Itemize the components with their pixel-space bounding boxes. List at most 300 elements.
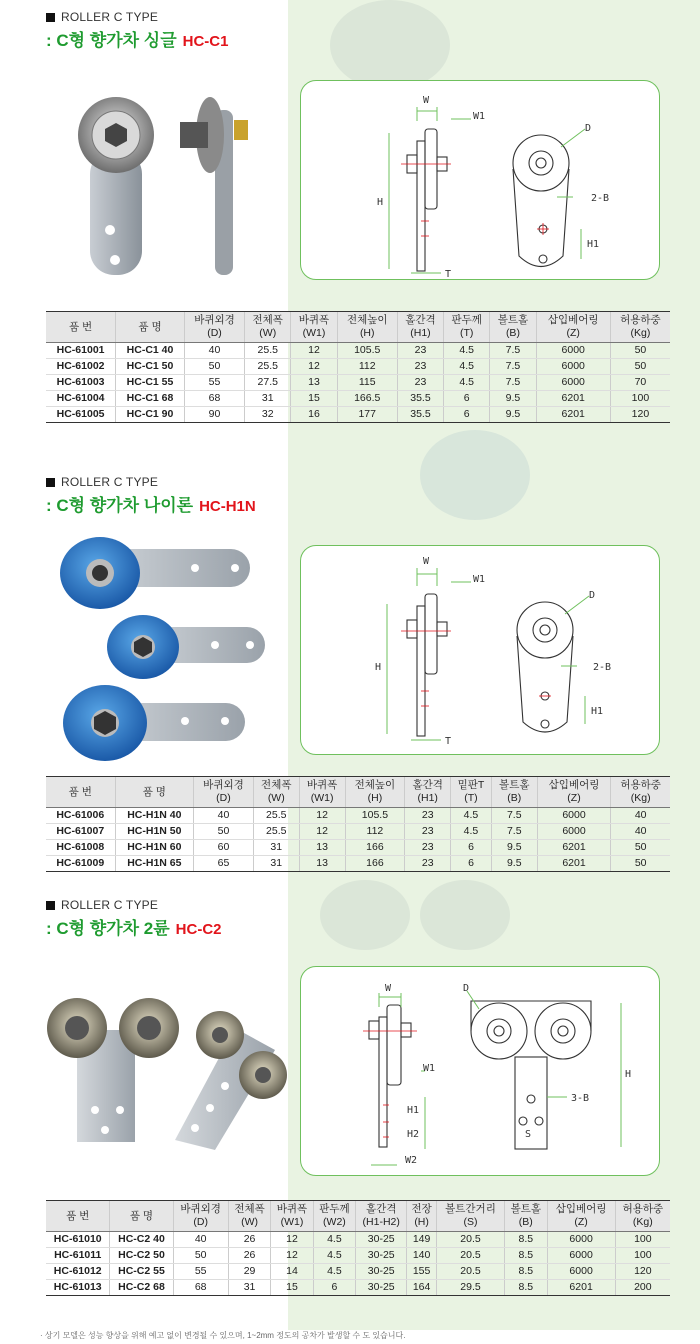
- table-cell: 50: [173, 1248, 228, 1264]
- table-cell: 23: [405, 808, 451, 824]
- column-header: [46, 777, 115, 808]
- column-header: [116, 312, 185, 343]
- table-cell: 15: [271, 1280, 313, 1296]
- bullet-square-icon: [46, 13, 55, 22]
- column-header-label: 전체폭: [261, 779, 292, 791]
- table-cell: 100: [615, 1248, 670, 1264]
- table-cell: 23: [397, 343, 443, 359]
- table-cell: 6201: [537, 856, 611, 872]
- table-cell: 31: [228, 1280, 270, 1296]
- table-cell: 12: [291, 359, 337, 375]
- column-header-unit: (S): [463, 1216, 478, 1228]
- column-header: [397, 312, 443, 343]
- table-cell: 4.5: [313, 1264, 355, 1280]
- table-cell: 7.5: [490, 375, 536, 391]
- column-header-label: 바퀴폭: [306, 779, 338, 791]
- column-header-unit: (H): [359, 327, 375, 339]
- bullet-square-icon: [46, 478, 55, 487]
- column-header-label: 바퀴외경: [194, 314, 235, 326]
- table-cell: 166: [345, 856, 405, 872]
- column-header-unit: (W): [241, 1216, 258, 1228]
- table-cell: HC-61003: [46, 375, 116, 391]
- table-cell: 4.5: [444, 359, 490, 375]
- dim-w-label: W: [423, 95, 430, 106]
- column-header: [444, 312, 490, 343]
- table-cell: 166: [345, 840, 405, 856]
- table-cell: 12: [299, 808, 345, 824]
- dim-h1-label: H1: [587, 239, 600, 250]
- table-cell: HC-H1N 50: [115, 824, 194, 840]
- table-cell: 30-25: [356, 1232, 407, 1248]
- table-row: [46, 840, 670, 856]
- table-cell: 20.5: [436, 1248, 504, 1264]
- table-cell: HC-61009: [46, 856, 115, 872]
- table-cell: 6000: [547, 1248, 615, 1264]
- table-cell: HC-61013: [46, 1280, 110, 1296]
- column-header-unit: (Kg): [632, 1216, 653, 1228]
- column-header-label: 바퀴폭: [298, 314, 330, 326]
- table-cell: 8.5: [505, 1248, 547, 1264]
- table-cell: HC-61007: [46, 824, 115, 840]
- column-header-label: 볼트간거리: [445, 1203, 496, 1215]
- type-label: ROLLER C TYPE: [61, 10, 159, 24]
- ghost-roller-4: [420, 880, 510, 950]
- column-header-unit: (B): [518, 1216, 533, 1228]
- table-cell: HC-61004: [46, 391, 116, 407]
- table-cell: 9.5: [491, 840, 537, 856]
- column-header-unit: (W1): [302, 327, 326, 339]
- column-header-unit: (Z): [574, 1216, 588, 1228]
- table-cell: HC-C2 50: [110, 1248, 173, 1264]
- table-cell: 7.5: [490, 359, 536, 375]
- table-cell: 8.5: [505, 1264, 547, 1280]
- column-header-unit: (H1-H2): [362, 1216, 400, 1228]
- table-cell: 105.5: [337, 343, 397, 359]
- column-header-label: 전체폭: [234, 1203, 265, 1215]
- column-header-label: 홀간격: [366, 1203, 397, 1215]
- column-header: [313, 1201, 355, 1232]
- table-cell: HC-C1 50: [116, 359, 185, 375]
- table-cell: 12: [271, 1232, 313, 1248]
- dim-t-label: T: [445, 269, 452, 280]
- table-row: [46, 856, 670, 872]
- table-cell: 31: [253, 856, 299, 872]
- table-cell: 9.5: [490, 391, 536, 407]
- table-cell: HC-61005: [46, 407, 116, 423]
- column-header: [615, 1201, 670, 1232]
- table-cell: 23: [405, 824, 451, 840]
- product-title: : C형 향가차 나이론: [46, 496, 194, 515]
- spec-table-hc-c1: [46, 311, 670, 423]
- table-cell: 105.5: [345, 808, 405, 824]
- column-header-label: 품 번: [68, 785, 92, 798]
- table-cell: 6000: [536, 343, 610, 359]
- column-header-unit: (W2): [323, 1216, 346, 1228]
- column-header-unit: (T): [460, 327, 474, 339]
- table-cell: 6201: [536, 407, 610, 423]
- table-cell: 100: [615, 1232, 670, 1248]
- technical-drawing-hc-c1: [300, 80, 660, 280]
- table-cell: HC-61002: [46, 359, 116, 375]
- table-cell: HC-C1 55: [116, 375, 185, 391]
- product-code: HC-H1N: [199, 498, 256, 515]
- column-header-label: 전체높이: [354, 779, 396, 791]
- column-header-unit: (Z): [566, 327, 580, 339]
- column-header: [611, 777, 670, 808]
- column-header-label: 품 번: [68, 320, 93, 333]
- type-label: ROLLER C TYPE: [61, 475, 159, 489]
- table-cell: 40: [173, 1232, 228, 1248]
- table-cell: 12: [271, 1248, 313, 1264]
- column-header: [490, 312, 536, 343]
- table-cell: 120: [610, 407, 670, 423]
- table-cell: 50: [610, 343, 670, 359]
- table-cell: 55: [173, 1264, 228, 1280]
- table-row: [46, 824, 670, 840]
- section-header: [46, 898, 222, 939]
- table-cell: 30-25: [356, 1248, 407, 1264]
- dim-h-label: H: [375, 662, 382, 673]
- dim-d-label: D: [589, 590, 596, 601]
- table-cell: HC-C1 90: [116, 407, 185, 423]
- table-cell: 50: [194, 824, 254, 840]
- section-header: [46, 475, 256, 516]
- table-cell: 6000: [536, 375, 610, 391]
- table-cell: 26: [228, 1248, 270, 1264]
- column-header-label: 바퀴폭: [276, 1203, 308, 1215]
- column-header-unit: (D): [193, 1216, 208, 1228]
- column-header: [228, 1201, 270, 1232]
- dim-b-label: 2-B: [591, 193, 610, 204]
- table-cell: 50: [611, 856, 670, 872]
- table-cell: HC-61012: [46, 1264, 110, 1280]
- column-header: [271, 1201, 313, 1232]
- table-cell: 4.5: [451, 824, 492, 840]
- table-cell: 13: [291, 375, 337, 391]
- dim-h1-label: H1: [407, 1105, 420, 1116]
- column-header: [46, 312, 116, 343]
- table-cell: 177: [337, 407, 397, 423]
- dim-h1-label: H1: [591, 706, 604, 717]
- table-cell: 14: [271, 1264, 313, 1280]
- table-cell: HC-61006: [46, 808, 115, 824]
- table-cell: HC-61010: [46, 1232, 110, 1248]
- column-header-label: 홀간격: [405, 314, 436, 326]
- column-header-unit: (Kg): [630, 792, 651, 804]
- column-header: [451, 777, 492, 808]
- table-cell: 9.5: [490, 407, 536, 423]
- product-photo-hc-h1n: [55, 535, 265, 770]
- table-cell: 40: [194, 808, 254, 824]
- column-header: [356, 1201, 407, 1232]
- column-header: [537, 777, 611, 808]
- table-cell: 6000: [547, 1232, 615, 1248]
- table-cell: 9.5: [491, 856, 537, 872]
- table-cell: HC-61001: [46, 343, 116, 359]
- table-cell: 50: [184, 359, 244, 375]
- table-cell: 4.5: [451, 808, 492, 824]
- table-cell: 6000: [537, 824, 611, 840]
- table-row: [46, 1248, 670, 1264]
- column-header-label: 볼트홀: [499, 779, 530, 791]
- column-header-label: 판두께: [451, 314, 482, 326]
- column-header: [491, 777, 537, 808]
- table-cell: 15: [291, 391, 337, 407]
- table-cell: 140: [407, 1248, 437, 1264]
- dim-w1-label: W1: [423, 1063, 436, 1074]
- table-cell: 13: [299, 856, 345, 872]
- column-header: [184, 312, 244, 343]
- table-cell: 115: [337, 375, 397, 391]
- table-cell: 4.5: [444, 375, 490, 391]
- dim-d-label: D: [463, 983, 470, 994]
- table-cell: 26: [228, 1232, 270, 1248]
- table-cell: HC-61008: [46, 840, 115, 856]
- type-label: ROLLER C TYPE: [61, 898, 159, 912]
- table-cell: 12: [299, 824, 345, 840]
- technical-drawing-hc-h1n: [300, 545, 660, 755]
- column-header-label: 품 명: [138, 320, 162, 333]
- table-cell: HC-C2 40: [110, 1232, 173, 1248]
- table-cell: 13: [299, 840, 345, 856]
- table-cell: HC-61011: [46, 1248, 110, 1264]
- column-header-label: 허용하중: [620, 314, 661, 326]
- table-cell: 50: [610, 359, 670, 375]
- table-row: [46, 359, 670, 375]
- table-cell: 20.5: [436, 1264, 504, 1280]
- table-cell: 25.5: [253, 824, 299, 840]
- table-cell: 29: [228, 1264, 270, 1280]
- table-cell: 55: [184, 375, 244, 391]
- product-photo-hc-c2: [45, 990, 295, 1155]
- column-header: [291, 312, 337, 343]
- product-code: HC-C1: [182, 33, 229, 50]
- table-cell: 90: [184, 407, 244, 423]
- footnote: · 상기 모델은 성능 향상을 위해 예고 없이 변경될 수 있으며, 1~2mm 정도의 공차가 발생할 수 도 있습니다.: [40, 1331, 406, 1340]
- table-cell: 23: [397, 359, 443, 375]
- table-cell: 12: [291, 343, 337, 359]
- table-cell: 70: [610, 375, 670, 391]
- table-row: [46, 1232, 670, 1248]
- table-cell: 166.5: [337, 391, 397, 407]
- column-header-unit: (B): [507, 792, 522, 804]
- table-cell: 25.5: [245, 359, 291, 375]
- column-header-label: 허용하중: [620, 779, 661, 791]
- table-cell: 68: [173, 1280, 228, 1296]
- column-header: [173, 1201, 228, 1232]
- table-cell: 7.5: [491, 824, 537, 840]
- table-cell: 6000: [547, 1264, 615, 1280]
- table-row: [46, 375, 670, 391]
- table-cell: 8.5: [505, 1280, 547, 1296]
- dim-b-label: 2-B: [593, 662, 612, 673]
- column-header-unit: (W): [259, 327, 277, 339]
- spec-table-hc-c2: [46, 1200, 670, 1296]
- column-header-label: 품 명: [129, 1209, 154, 1222]
- table-cell: HC-H1N 40: [115, 808, 194, 824]
- dim-h-label: H: [625, 1069, 632, 1080]
- column-header-label: 전장: [411, 1203, 432, 1215]
- table-cell: 40: [611, 808, 670, 824]
- dim-s-label: S: [525, 1129, 532, 1140]
- column-header-label: 허용하중: [622, 1203, 664, 1215]
- column-header: [405, 777, 451, 808]
- table-cell: 60: [194, 840, 254, 856]
- table-cell: HC-C1 68: [116, 391, 185, 407]
- dim-w-label: W: [385, 983, 392, 994]
- product-photo-hc-c1: [70, 90, 260, 280]
- table-cell: 6000: [536, 359, 610, 375]
- table-cell: 50: [611, 840, 670, 856]
- column-header-unit: (B): [505, 327, 520, 339]
- table-cell: 120: [615, 1264, 670, 1280]
- column-header-unit: (Kg): [630, 327, 651, 339]
- table-cell: 31: [245, 391, 291, 407]
- table-cell: 164: [407, 1280, 437, 1296]
- column-header-label: 삽입베어링: [547, 314, 599, 326]
- table-cell: 8.5: [505, 1232, 547, 1248]
- table-cell: 23: [397, 375, 443, 391]
- dim-w1-label: W1: [473, 111, 486, 122]
- column-header: [436, 1201, 504, 1232]
- table-cell: 6201: [547, 1280, 615, 1296]
- column-header-unit: (Z): [567, 792, 581, 804]
- dim-h-label: H: [377, 197, 384, 208]
- table-cell: 112: [345, 824, 405, 840]
- column-header-unit: (H1): [417, 792, 438, 804]
- table-cell: 6201: [537, 840, 611, 856]
- section-hc-c1: [0, 0, 700, 440]
- table-cell: 30-25: [356, 1264, 407, 1280]
- column-header-unit: (W1): [310, 792, 334, 804]
- column-header: [345, 777, 405, 808]
- table-cell: 100: [610, 391, 670, 407]
- column-header: [110, 1201, 173, 1232]
- table-cell: 35.5: [397, 407, 443, 423]
- column-header: [46, 1201, 110, 1232]
- table-cell: 112: [337, 359, 397, 375]
- table-row: [46, 1264, 670, 1280]
- dim-w-label: W: [423, 556, 430, 567]
- table-cell: 35.5: [397, 391, 443, 407]
- table-cell: 27.5: [245, 375, 291, 391]
- column-header-unit: (H): [367, 792, 383, 804]
- table-cell: 6: [444, 391, 490, 407]
- ghost-roller-3: [320, 880, 410, 950]
- table-cell: 4.5: [444, 343, 490, 359]
- column-header-label: 바퀴외경: [203, 779, 244, 791]
- ghost-roller-2: [420, 430, 530, 520]
- column-header: [610, 312, 670, 343]
- table-cell: 4.5: [313, 1248, 355, 1264]
- technical-drawing-hc-c2: [300, 966, 660, 1176]
- column-header-unit: (D): [216, 792, 231, 804]
- column-header-unit: (W): [267, 792, 285, 804]
- table-cell: HC-C2 68: [110, 1280, 173, 1296]
- column-header-label: 삽입베어링: [555, 1203, 607, 1215]
- dim-h2-label: H2: [407, 1129, 420, 1140]
- dim-t-label: T: [445, 736, 452, 747]
- table-row: [46, 343, 670, 359]
- table-cell: 23: [405, 856, 451, 872]
- table-cell: 29.5: [436, 1280, 504, 1296]
- table-row: [46, 391, 670, 407]
- dim-w1-label: W1: [473, 574, 486, 585]
- column-header-unit: (H1): [410, 327, 431, 339]
- dim-b-label: 3-B: [571, 1093, 590, 1104]
- table-cell: 25.5: [253, 808, 299, 824]
- table-cell: 65: [194, 856, 254, 872]
- column-header: [337, 312, 397, 343]
- table-row: [46, 808, 670, 824]
- section-header: [46, 10, 228, 51]
- table-cell: 31: [253, 840, 299, 856]
- product-code: HC-C2: [175, 921, 222, 938]
- table-cell: 16: [291, 407, 337, 423]
- spec-table-hc-h1n: [46, 776, 670, 872]
- table-cell: HC-C1 40: [116, 343, 185, 359]
- table-cell: HC-H1N 65: [115, 856, 194, 872]
- table-cell: 6: [313, 1280, 355, 1296]
- column-header-label: 전체높이: [346, 314, 388, 326]
- product-title: : C형 향가차 싱글: [46, 31, 177, 50]
- table-cell: 6: [444, 407, 490, 423]
- table-cell: 68: [184, 391, 244, 407]
- table-cell: 30-25: [356, 1280, 407, 1296]
- table-cell: HC-H1N 60: [115, 840, 194, 856]
- table-cell: 6201: [536, 391, 610, 407]
- table-cell: 25.5: [245, 343, 291, 359]
- column-header-label: 밑판T: [457, 779, 485, 791]
- table-cell: 7.5: [490, 343, 536, 359]
- column-header: [253, 777, 299, 808]
- dim-w2-label: W2: [405, 1155, 418, 1166]
- table-cell: 155: [407, 1264, 437, 1280]
- table-cell: 4.5: [313, 1232, 355, 1248]
- column-header: [245, 312, 291, 343]
- bullet-square-icon: [46, 901, 55, 910]
- column-header-unit: (T): [464, 792, 478, 804]
- column-header-unit: (D): [207, 327, 222, 339]
- table-cell: 40: [184, 343, 244, 359]
- table-cell: 6000: [537, 808, 611, 824]
- column-header-unit: (H): [414, 1216, 429, 1228]
- table-cell: 149: [407, 1232, 437, 1248]
- column-header-label: 품 번: [66, 1209, 90, 1222]
- table-cell: 32: [245, 407, 291, 423]
- column-header-label: 삽입베어링: [548, 779, 600, 791]
- column-header-label: 볼트홀: [497, 314, 529, 326]
- column-header: [299, 777, 345, 808]
- column-header: [536, 312, 610, 343]
- table-cell: 20.5: [436, 1232, 504, 1248]
- table-row: [46, 1280, 670, 1296]
- column-header-unit: (W1): [280, 1216, 304, 1228]
- column-header-label: 품 명: [142, 785, 166, 798]
- column-header: [194, 777, 254, 808]
- table-cell: HC-C2 55: [110, 1264, 173, 1280]
- table-cell: 6: [451, 856, 492, 872]
- table-cell: 40: [611, 824, 670, 840]
- column-header-label: 바퀴외경: [180, 1203, 221, 1215]
- table-cell: 23: [405, 840, 451, 856]
- table-cell: 7.5: [491, 808, 537, 824]
- column-header: [115, 777, 194, 808]
- table-row: [46, 407, 670, 423]
- table-cell: 200: [615, 1280, 670, 1296]
- column-header-label: 판두께: [319, 1203, 350, 1215]
- column-header: [407, 1201, 437, 1232]
